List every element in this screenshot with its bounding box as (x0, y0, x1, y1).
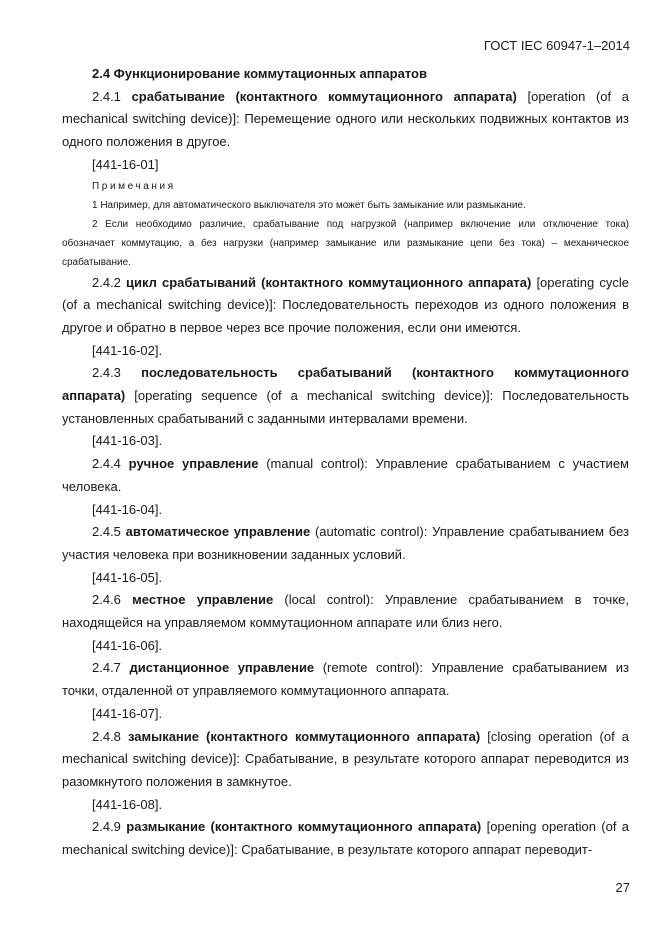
entry-2-4-4 (62, 453, 629, 498)
entry-definition: [operation (of a mechanical switching device)]: Перемещение одного или нескольких подвижных контактов из одного положения в другое. (62, 88, 629, 150)
note-item: 1 Например, для автоматического выключателя это может быть замыкание или размыкание. (92, 199, 526, 211)
entry-reference: [441-16-03]. (92, 433, 163, 449)
entry-reference: [441-16-06]. (92, 637, 163, 653)
entry-number: 2.4.4 (92, 456, 121, 472)
entry-term: ручное управление (128, 456, 259, 472)
entry-definition: (automatic control): Управление срабатыванием без участия человека при возникновении заданных условий. (62, 524, 629, 562)
entry-term: цикл срабатываний (контактного коммутационного аппарата) (126, 274, 532, 290)
entry-term: замыкание (контактного коммутационного аппарата) (127, 728, 481, 744)
entry-term: дистанционное управление (129, 660, 315, 676)
entry-number: 2.4.2 (92, 274, 121, 290)
entry-reference: [441-16-02]. (92, 342, 163, 358)
entry-2-4-5 (62, 521, 629, 566)
entry-2-4-6 (62, 589, 629, 634)
notes-block (62, 177, 629, 272)
entry-2-4-9 (62, 816, 629, 861)
entry-2-4-7 (62, 657, 629, 702)
entry-2-4-2 (62, 272, 629, 340)
entry-definition: [closing operation (of a mechanical switching device)]: Срабатывание, в результате которого аппарат переводится из разомкнутого положения в замкнутое. (62, 728, 629, 789)
entry-term: автоматическое управление (125, 524, 311, 540)
document-header: ГОСТ IEC 60947-1–2014 (483, 38, 630, 53)
entry-definition: [opening operation (of a mechanical switching device)]: Срабатывание, в результате которого аппарат переводит- (62, 819, 630, 858)
entry-number: 2.4.5 (92, 524, 121, 540)
entry-definition: (remote control): Управление срабатыванием из точки, отдаленной от управляемого коммутационного аппарата. (62, 660, 629, 699)
entry-number: 2.4.3 (92, 365, 121, 381)
entry-reference: [441-16-07]. (92, 705, 163, 721)
section-heading: 2.4 Функционирование коммутационных аппаратов (92, 66, 427, 81)
page-number: 27 (615, 880, 630, 895)
entry-term: местное управление (132, 592, 274, 608)
entry-reference: [441-16-04]. (92, 501, 163, 517)
entry-number: 2.4.6 (92, 592, 121, 608)
entry-term: срабатывание (контактного коммутационного аппарата) (131, 88, 517, 104)
entry-reference: [441-16-08]. (92, 796, 163, 812)
entry-number: 2.4.8 (92, 728, 121, 744)
entry-definition: (manual control): Управление срабатыванием с участием человека. (62, 456, 629, 494)
entry-2-4-1 (62, 86, 629, 154)
entry-definition: (local control): Управление срабатыванием в точке, находящейся на управляемом коммутационном аппарате или близ него. (62, 592, 629, 631)
note-item: 2 Если необходимо различие, срабатывание под нагрузкой (например включение или отключение тока) обозначает коммутацию, а без нагрузки (например замыкание или размыкание цепи без тока) – механическое срабатывание. (62, 218, 629, 268)
document-body (62, 63, 629, 862)
entry-2-4-3 (62, 362, 629, 430)
entry-number: 2.4.9 (92, 819, 121, 835)
entry-2-4-8 (62, 726, 629, 794)
entry-definition: [operating sequence (of a mechanical switching device)]: Последовательность установленных срабатываний с заданными интервалами времени. (62, 388, 629, 426)
entry-number: 2.4.1 (92, 88, 121, 104)
entry-number: 2.4.7 (92, 660, 121, 676)
entry-reference: [441-16-01] (92, 156, 159, 172)
entry-definition: [operating cycle (of a mechanical switching device)]: Последовательность переходов из одного положения в другое и обратно в первое через все прочие положения, если они имеются. (62, 274, 629, 335)
entry-reference: [441-16-05]. (92, 569, 163, 585)
notes-title: Примечания (92, 180, 176, 192)
entry-term: размыкание (контактного коммутационного аппарата) (126, 819, 482, 835)
entry-term: последовательность срабатываний (контактного коммутационного аппарата) (62, 365, 629, 404)
